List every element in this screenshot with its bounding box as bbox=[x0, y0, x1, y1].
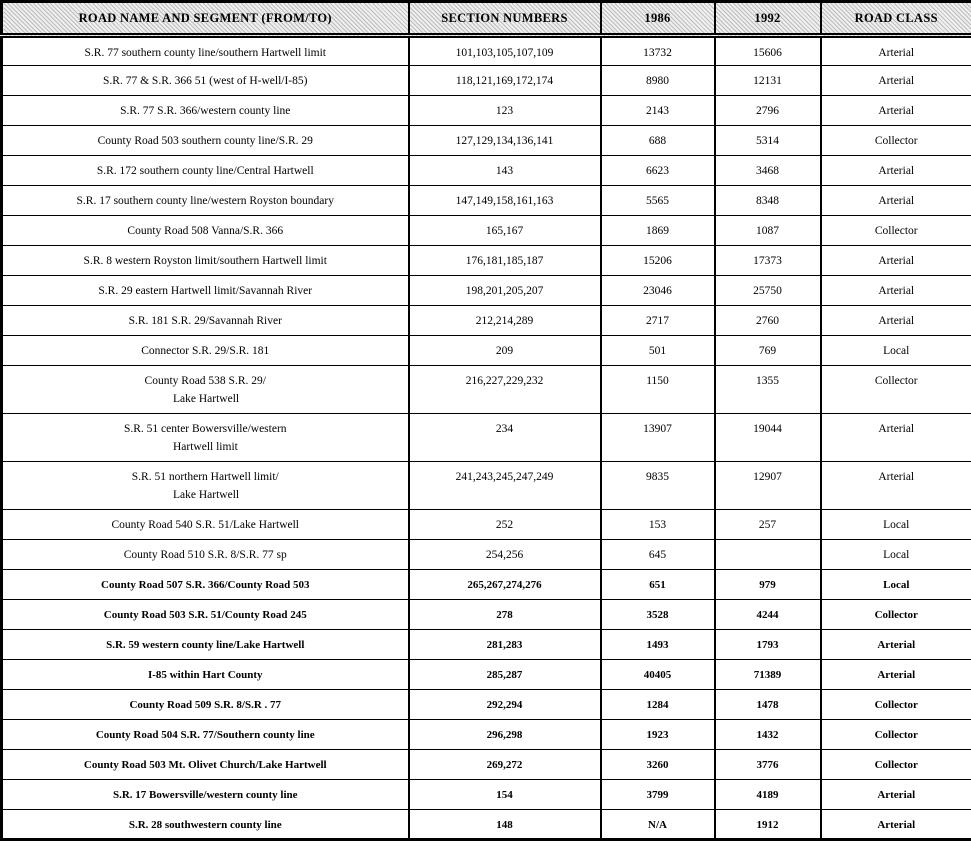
count-1992-cell: 1478 bbox=[715, 690, 821, 720]
count-1986-cell: 645 bbox=[601, 540, 715, 570]
road-segment-line: Connector S.R. 29/S.R. 181 bbox=[141, 345, 270, 357]
count-1992-cell: 15606 bbox=[715, 36, 821, 66]
count-1986-cell: 1150 bbox=[601, 366, 715, 414]
section-numbers-cell: 265,267,274,276 bbox=[409, 570, 601, 600]
count-1992-cell: 4244 bbox=[715, 600, 821, 630]
table-row bbox=[2, 540, 971, 570]
section-numbers-cell: 292,294 bbox=[409, 690, 601, 720]
section-numbers-cell: 285,287 bbox=[409, 660, 601, 690]
road-class-cell: Collector bbox=[821, 126, 971, 156]
road-segment-line: Hartwell limit bbox=[173, 441, 238, 453]
road-class-cell: Arterial bbox=[821, 780, 971, 810]
column-header-1986: 1986 bbox=[601, 2, 715, 36]
section-numbers-cell: 254,256 bbox=[409, 540, 601, 570]
count-1986-cell: 9835 bbox=[601, 462, 715, 510]
section-numbers-cell: 281,283 bbox=[409, 630, 601, 660]
road-segment-cell bbox=[2, 660, 409, 690]
section-numbers-cell: 147,149,158,161,163 bbox=[409, 186, 601, 216]
table-row bbox=[2, 156, 971, 186]
road-segment-line: S.R. 181 S.R. 29/Savannah River bbox=[128, 315, 282, 327]
road-segment-cell bbox=[2, 126, 409, 156]
table-row bbox=[2, 660, 971, 690]
count-1992-cell: 979 bbox=[715, 570, 821, 600]
road-segment-line: County Road 509 S.R. 8/S.R . 77 bbox=[129, 699, 282, 711]
table-row bbox=[2, 96, 971, 126]
road-segment-line: County Road 510 S.R. 8/S.R. 77 sp bbox=[123, 549, 287, 561]
section-numbers-cell: 101,103,105,107,109 bbox=[409, 36, 601, 66]
road-segment-line: S.R. 77 & S.R. 366 51 (west of H-well/I-85) bbox=[103, 75, 308, 87]
section-numbers-cell: 165,167 bbox=[409, 216, 601, 246]
table-row bbox=[2, 780, 971, 810]
section-numbers-cell: 212,214,289 bbox=[409, 306, 601, 336]
road-segment-line: S.R. 17 southern county line/western Royston boundary bbox=[76, 195, 334, 207]
section-numbers-cell: 127,129,134,136,141 bbox=[409, 126, 601, 156]
count-1986-cell: 2143 bbox=[601, 96, 715, 126]
road-segment-cell bbox=[2, 540, 409, 570]
road-segment-cell bbox=[2, 216, 409, 246]
table-row bbox=[2, 276, 971, 306]
table-row bbox=[2, 306, 971, 336]
road-segment-cell bbox=[2, 510, 409, 540]
road-segment-line: Lake Hartwell bbox=[173, 393, 240, 405]
count-1992-cell: 3468 bbox=[715, 156, 821, 186]
count-1992-cell bbox=[715, 540, 821, 570]
road-segment-line: S.R. 29 eastern Hartwell limit/Savannah River bbox=[98, 285, 313, 297]
road-class-cell: Local bbox=[821, 570, 971, 600]
road-class-cell: Arterial bbox=[821, 414, 971, 462]
road-segment-line: County Road 503 S.R. 51/County Road 245 bbox=[103, 609, 307, 621]
road-segment-line: County Road 504 S.R. 77/Southern county line bbox=[95, 729, 315, 741]
table-row bbox=[2, 600, 971, 630]
table-body bbox=[2, 36, 971, 840]
road-segment-cell bbox=[2, 96, 409, 126]
road-segment-line: I-85 within Hart County bbox=[147, 669, 263, 681]
section-numbers-cell: 123 bbox=[409, 96, 601, 126]
table-row bbox=[2, 246, 971, 276]
section-numbers-cell: 154 bbox=[409, 780, 601, 810]
road-segment-line: S.R. 51 center Bowersville/western bbox=[123, 423, 287, 435]
road-class-cell: Collector bbox=[821, 600, 971, 630]
count-1992-cell: 3776 bbox=[715, 750, 821, 780]
table-row bbox=[2, 720, 971, 750]
road-segment-cell bbox=[2, 600, 409, 630]
road-class-cell: Collector bbox=[821, 216, 971, 246]
table-row bbox=[2, 66, 971, 96]
road-segment-cell bbox=[2, 414, 409, 462]
road-segment-line: County Road 507 S.R. 366/County Road 503 bbox=[101, 579, 310, 591]
road-class-cell: Arterial bbox=[821, 66, 971, 96]
count-1986-cell: 5565 bbox=[601, 186, 715, 216]
count-1992-cell: 71389 bbox=[715, 660, 821, 690]
section-numbers-cell: 252 bbox=[409, 510, 601, 540]
count-1992-cell: 769 bbox=[715, 336, 821, 366]
section-numbers-cell: 296,298 bbox=[409, 720, 601, 750]
count-1992-cell: 12907 bbox=[715, 462, 821, 510]
count-1986-cell: 1493 bbox=[601, 630, 715, 660]
count-1986-cell: N/A bbox=[601, 810, 715, 840]
road-segment-cell bbox=[2, 810, 409, 840]
table-header bbox=[2, 2, 971, 36]
road-segment-cell bbox=[2, 186, 409, 216]
column-header-class: ROAD CLASS bbox=[821, 2, 971, 36]
road-class-cell: Local bbox=[821, 510, 971, 540]
table-row bbox=[2, 462, 971, 510]
road-segment-line: County Road 540 S.R. 51/Lake Hartwell bbox=[111, 519, 299, 531]
road-segment-line: Lake Hartwell bbox=[173, 489, 240, 501]
count-1992-cell: 2796 bbox=[715, 96, 821, 126]
road-class-cell: Local bbox=[821, 540, 971, 570]
table-row bbox=[2, 810, 971, 840]
road-segment-line: S.R. 17 Bowersville/western county line bbox=[112, 789, 298, 801]
count-1986-cell: 1284 bbox=[601, 690, 715, 720]
count-1992-cell: 19044 bbox=[715, 414, 821, 462]
road-segment-cell bbox=[2, 36, 409, 66]
table-row bbox=[2, 336, 971, 366]
column-header-sections: SECTION NUMBERS bbox=[409, 2, 601, 36]
table-row bbox=[2, 36, 971, 66]
table-row bbox=[2, 690, 971, 720]
road-class-cell: Arterial bbox=[821, 462, 971, 510]
count-1986-cell: 1869 bbox=[601, 216, 715, 246]
road-class-cell: Arterial bbox=[821, 96, 971, 126]
road-segment-cell bbox=[2, 336, 409, 366]
table-row bbox=[2, 366, 971, 414]
road-segment-line: S.R. 28 southwestern county line bbox=[128, 819, 282, 831]
count-1986-cell: 688 bbox=[601, 126, 715, 156]
count-1986-cell: 1923 bbox=[601, 720, 715, 750]
count-1992-cell: 25750 bbox=[715, 276, 821, 306]
count-1986-cell: 3528 bbox=[601, 600, 715, 630]
road-segment-line: County Road 503 Mt. Olivet Church/Lake Hartwell bbox=[83, 759, 327, 771]
table-row bbox=[2, 126, 971, 156]
table-row bbox=[2, 216, 971, 246]
section-numbers-cell: 269,272 bbox=[409, 750, 601, 780]
table-row bbox=[2, 630, 971, 660]
section-numbers-cell: 148 bbox=[409, 810, 601, 840]
section-numbers-cell: 234 bbox=[409, 414, 601, 462]
road-segment-line: S.R. 59 western county line/Lake Hartwell bbox=[106, 639, 305, 651]
count-1986-cell: 6623 bbox=[601, 156, 715, 186]
count-1986-cell: 13907 bbox=[601, 414, 715, 462]
section-numbers-cell: 278 bbox=[409, 600, 601, 630]
road-class-cell: Arterial bbox=[821, 276, 971, 306]
section-numbers-cell: 216,227,229,232 bbox=[409, 366, 601, 414]
section-numbers-cell: 241,243,245,247,249 bbox=[409, 462, 601, 510]
road-segment-line: S.R. 77 S.R. 366/western county line bbox=[120, 105, 291, 117]
road-class-cell: Collector bbox=[821, 720, 971, 750]
road-class-cell: Collector bbox=[821, 690, 971, 720]
count-1992-cell: 1793 bbox=[715, 630, 821, 660]
count-1986-cell: 3260 bbox=[601, 750, 715, 780]
road-class-cell: Arterial bbox=[821, 306, 971, 336]
table-row bbox=[2, 750, 971, 780]
road-segment-line: County Road 503 southern county line/S.R. 29 bbox=[97, 135, 313, 147]
header-row bbox=[2, 2, 971, 36]
section-numbers-cell: 198,201,205,207 bbox=[409, 276, 601, 306]
table-row bbox=[2, 414, 971, 462]
road-segment-line: S.R. 51 northern Hartwell limit/ bbox=[131, 471, 279, 483]
table-row bbox=[2, 186, 971, 216]
count-1992-cell: 17373 bbox=[715, 246, 821, 276]
road-class-cell: Arterial bbox=[821, 630, 971, 660]
road-class-cell: Arterial bbox=[821, 186, 971, 216]
road-class-cell: Collector bbox=[821, 750, 971, 780]
road-segment-cell bbox=[2, 156, 409, 186]
road-class-cell: Arterial bbox=[821, 246, 971, 276]
column-header-1992: 1992 bbox=[715, 2, 821, 36]
count-1992-cell: 257 bbox=[715, 510, 821, 540]
count-1992-cell: 12131 bbox=[715, 66, 821, 96]
road-segment-cell bbox=[2, 66, 409, 96]
count-1986-cell: 13732 bbox=[601, 36, 715, 66]
count-1986-cell: 8980 bbox=[601, 66, 715, 96]
road-segment-cell bbox=[2, 276, 409, 306]
road-class-cell: Arterial bbox=[821, 156, 971, 186]
count-1986-cell: 651 bbox=[601, 570, 715, 600]
count-1986-cell: 2717 bbox=[601, 306, 715, 336]
count-1986-cell: 501 bbox=[601, 336, 715, 366]
count-1992-cell: 1087 bbox=[715, 216, 821, 246]
count-1992-cell: 1912 bbox=[715, 810, 821, 840]
road-segment-cell bbox=[2, 690, 409, 720]
table-row bbox=[2, 570, 971, 600]
count-1986-cell: 40405 bbox=[601, 660, 715, 690]
count-1992-cell: 1355 bbox=[715, 366, 821, 414]
road-segment-line: S.R. 8 western Royston limit/southern Hartwell limit bbox=[83, 255, 327, 267]
road-segment-cell bbox=[2, 780, 409, 810]
count-1992-cell: 4189 bbox=[715, 780, 821, 810]
road-segment-line: County Road 508 Vanna/S.R. 366 bbox=[127, 225, 284, 237]
road-segment-cell bbox=[2, 570, 409, 600]
road-segment-line: County Road 538 S.R. 29/ bbox=[144, 375, 266, 387]
count-1986-cell: 23046 bbox=[601, 276, 715, 306]
count-1986-cell: 15206 bbox=[601, 246, 715, 276]
road-segment-cell bbox=[2, 750, 409, 780]
section-numbers-cell: 176,181,185,187 bbox=[409, 246, 601, 276]
road-class-cell: Local bbox=[821, 336, 971, 366]
count-1992-cell: 1432 bbox=[715, 720, 821, 750]
table-row bbox=[2, 510, 971, 540]
column-header-road: ROAD NAME AND SEGMENT (FROM/TO) bbox=[2, 2, 409, 36]
road-segment-cell bbox=[2, 306, 409, 336]
road-segment-line: S.R. 172 southern county line/Central Hartwell bbox=[96, 165, 314, 177]
road-class-cell: Arterial bbox=[821, 810, 971, 840]
count-1986-cell: 3799 bbox=[601, 780, 715, 810]
road-segment-cell bbox=[2, 630, 409, 660]
road-class-cell: Arterial bbox=[821, 660, 971, 690]
count-1986-cell: 153 bbox=[601, 510, 715, 540]
road-class-cell: Arterial bbox=[821, 36, 971, 66]
count-1992-cell: 8348 bbox=[715, 186, 821, 216]
road-segment-cell bbox=[2, 246, 409, 276]
count-1992-cell: 2760 bbox=[715, 306, 821, 336]
road-segment-line: S.R. 77 southern county line/southern Hartwell limit bbox=[84, 47, 326, 59]
road-class-cell: Collector bbox=[821, 366, 971, 414]
count-1992-cell: 5314 bbox=[715, 126, 821, 156]
section-numbers-cell: 143 bbox=[409, 156, 601, 186]
road-segment-cell bbox=[2, 720, 409, 750]
section-numbers-cell: 118,121,169,172,174 bbox=[409, 66, 601, 96]
road-segment-cell bbox=[2, 462, 409, 510]
section-numbers-cell: 209 bbox=[409, 336, 601, 366]
road-segment-cell bbox=[2, 366, 409, 414]
